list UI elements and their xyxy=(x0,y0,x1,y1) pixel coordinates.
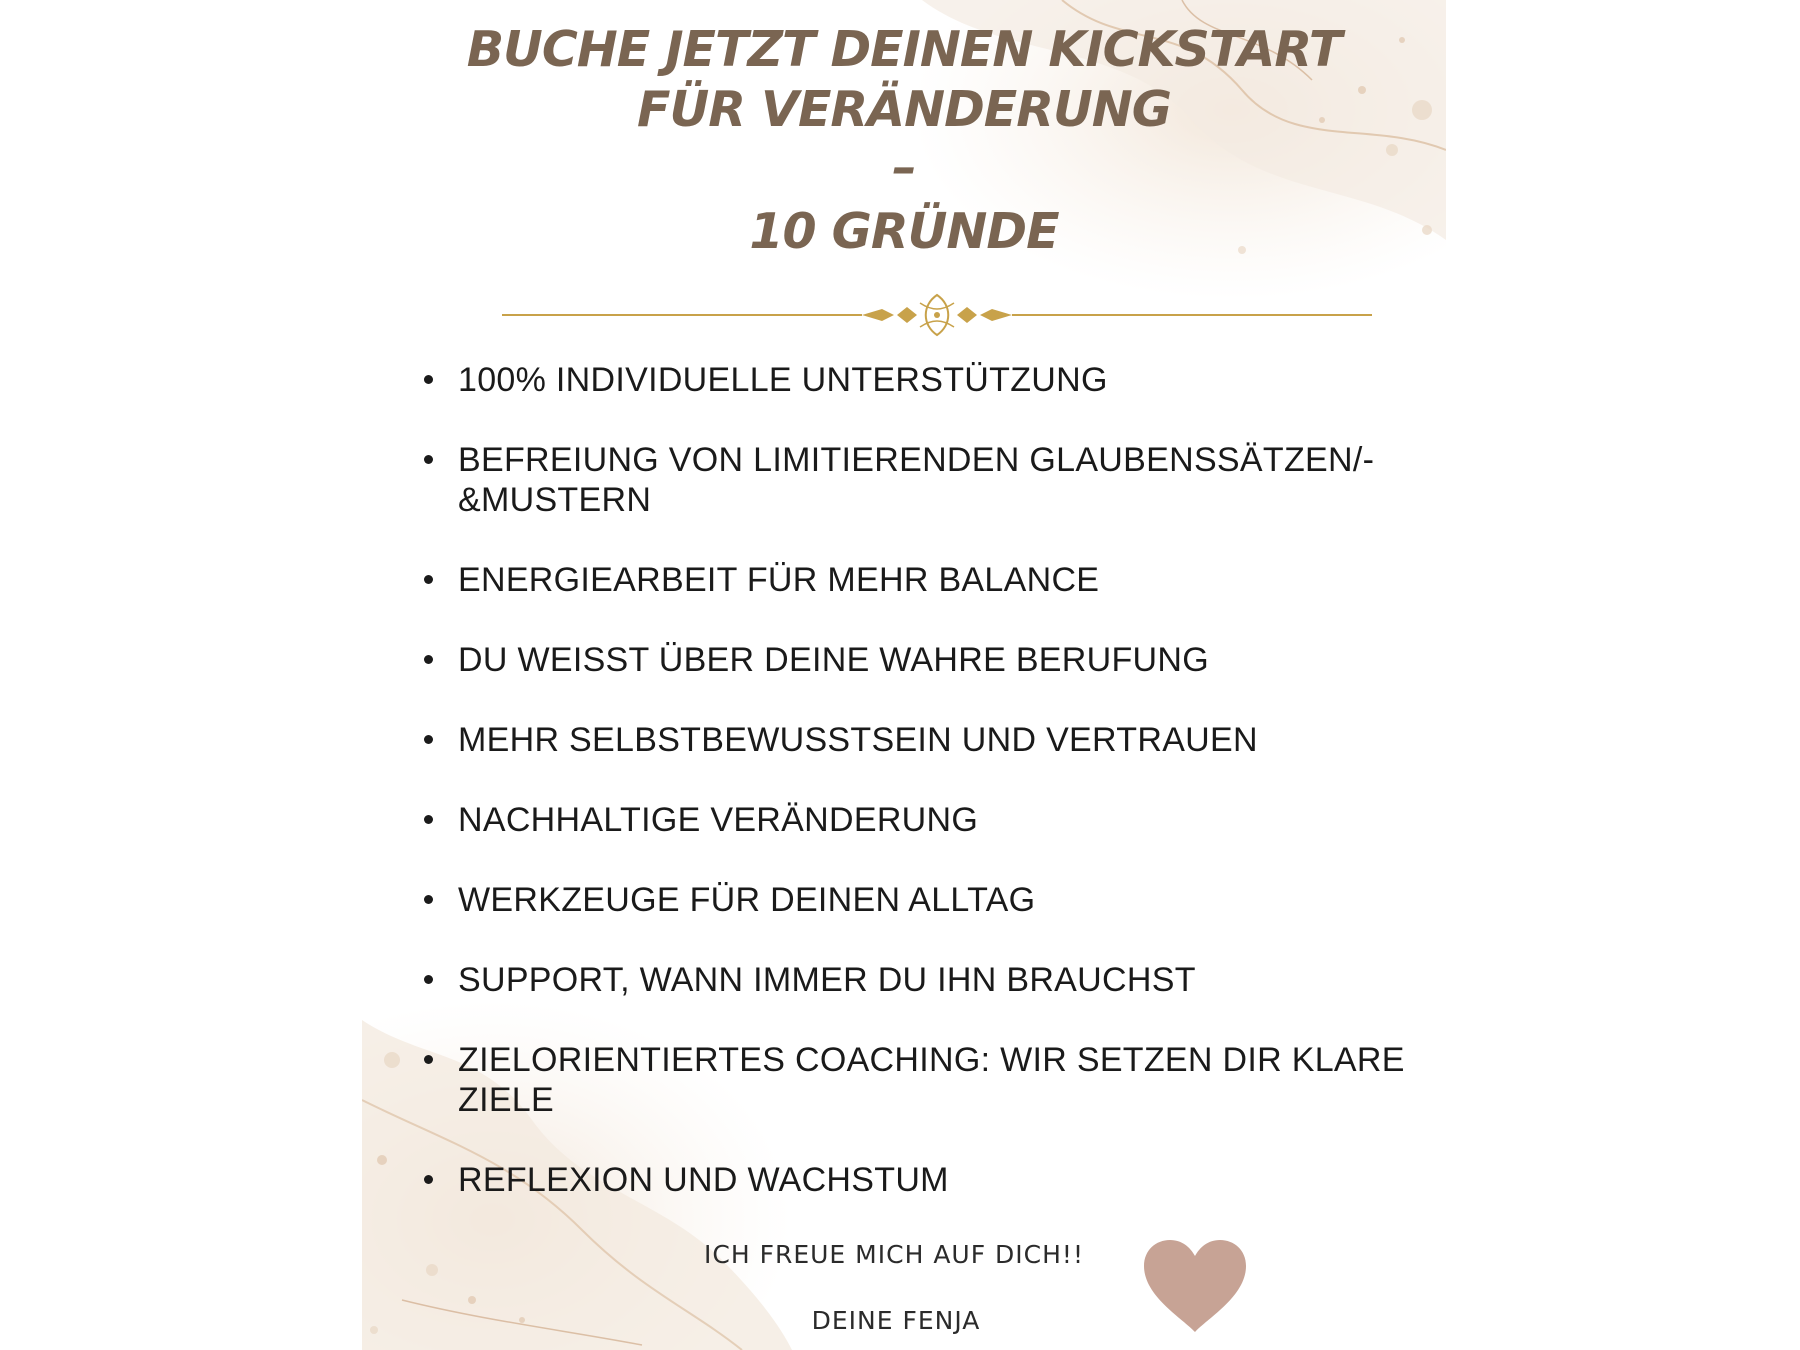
bullet-icon xyxy=(424,975,433,984)
list-item xyxy=(422,960,1422,1000)
bullet-icon xyxy=(424,1175,433,1184)
list-item-text: BEFREIUNG VON LIMITIERENDEN GLAUBENSSÄTZEN/-&MUSTERN xyxy=(458,441,1375,519)
list-item xyxy=(422,640,1422,680)
bullet-icon xyxy=(424,815,433,824)
flyer xyxy=(362,0,1446,1350)
bullet-icon xyxy=(424,1055,433,1064)
headline-dash: – xyxy=(892,139,916,196)
closing-greeting: ICH FREUE MICH AUF DICH!! xyxy=(704,1240,1084,1269)
list-item-text: REFLEXION UND WACHSTUM xyxy=(458,1161,949,1199)
bullet-icon xyxy=(424,455,433,464)
ornamental-divider-icon xyxy=(502,293,1372,337)
list-item-text: MEHR SELBSTBEWUSSTSEIN UND VERTRAUEN xyxy=(458,721,1258,759)
list-item-text: WERKZEUGE FÜR DEINEN ALLTAG xyxy=(458,881,1036,919)
list-item xyxy=(422,1040,1422,1120)
headline-line-2: FÜR VERÄNDERUNG xyxy=(636,81,1171,138)
list-item-text: ENERGIEARBEIT FÜR MEHR BALANCE xyxy=(458,561,1100,599)
headline xyxy=(362,20,1446,262)
bullet-icon xyxy=(424,655,433,664)
reasons-list xyxy=(422,360,1422,1240)
list-item xyxy=(422,880,1422,920)
list-item xyxy=(422,360,1422,400)
heart-icon xyxy=(1142,1238,1248,1334)
list-item xyxy=(422,720,1422,760)
headline-line-1: BUCHE JETZT DEINEN KICKSTART xyxy=(466,21,1342,78)
list-item xyxy=(422,1160,1422,1200)
headline-line-3: 10 GRÜNDE xyxy=(749,203,1059,260)
list-item xyxy=(422,800,1422,840)
bullet-icon xyxy=(424,375,433,384)
list-item-text: 100% INDIVIDUELLE UNTERSTÜTZUNG xyxy=(458,361,1108,399)
list-item xyxy=(422,560,1422,600)
list-item xyxy=(422,440,1422,520)
list-item-text: NACHHALTIGE VERÄNDERUNG xyxy=(458,801,979,839)
bullet-icon xyxy=(424,575,433,584)
signature: DEINE FENJA xyxy=(811,1306,981,1335)
bullet-icon xyxy=(424,735,433,744)
list-item-text: DU WEISST ÜBER DEINE WAHRE BERUFUNG xyxy=(458,641,1210,679)
list-item-text: SUPPORT, WANN IMMER DU IHN BRAUCHST xyxy=(458,961,1196,999)
list-item-text: ZIELORIENTIERTES COACHING: WIR SETZEN DIR KLARE ZIELE xyxy=(458,1041,1405,1119)
bullet-icon xyxy=(424,895,433,904)
